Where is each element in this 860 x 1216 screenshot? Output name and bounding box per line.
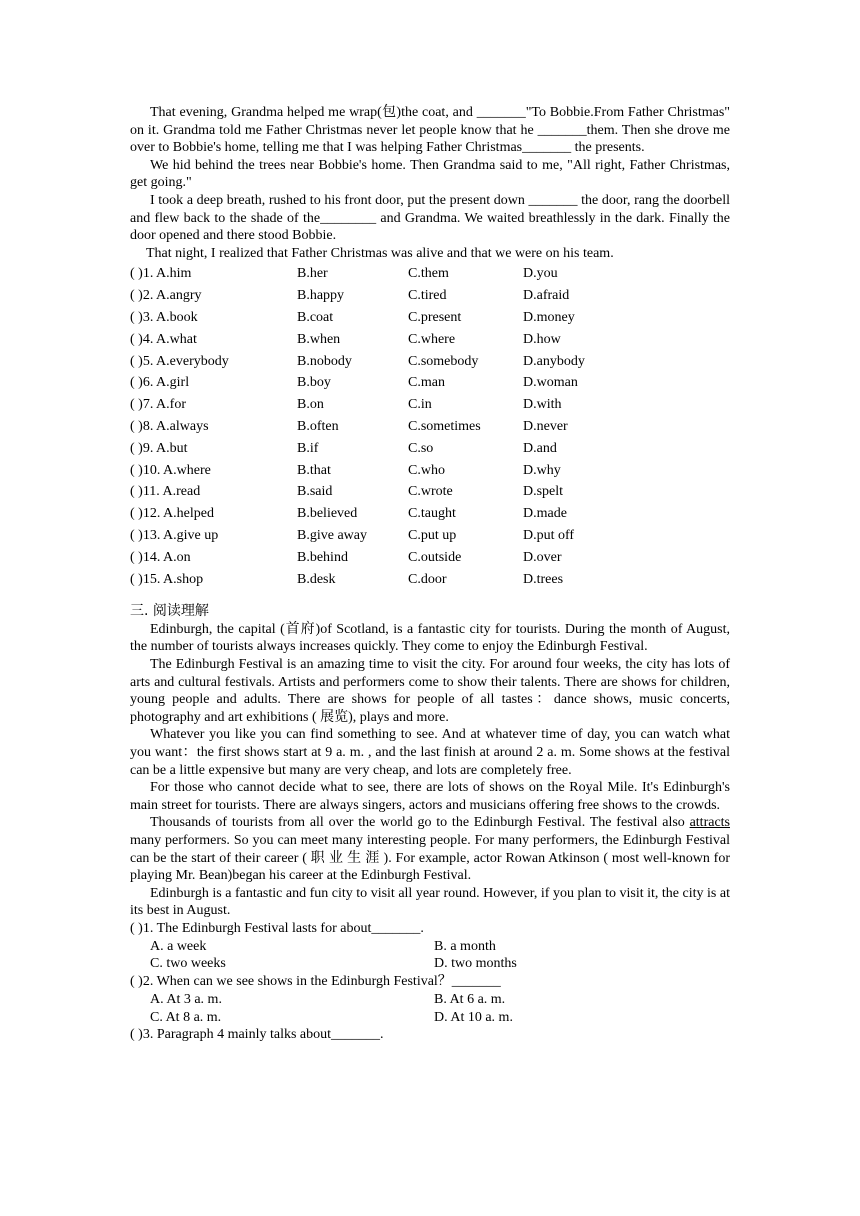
question-number: ( )12. A.helped bbox=[130, 506, 214, 522]
option-c: C.man bbox=[408, 375, 445, 391]
option-row bbox=[130, 372, 730, 394]
option-d: D.made bbox=[523, 506, 567, 522]
option-b: B.that bbox=[297, 462, 331, 478]
question-2 bbox=[130, 973, 730, 1026]
question-number: ( )13. A.give up bbox=[130, 527, 219, 543]
question-number: ( )2. A.angry bbox=[130, 288, 202, 304]
option-row bbox=[130, 285, 730, 307]
reading-paragraph-1: Edinburgh, the capital (首府)of Scotland, is a fantastic city for tourists. During the month of August, the number of tourists always increases quickly. They come to enjoy the Edinburgh Festival. bbox=[130, 621, 730, 655]
option-b: B.nobody bbox=[297, 353, 352, 369]
option-b: B.when bbox=[297, 331, 341, 347]
option-c: C.them bbox=[408, 266, 449, 282]
option-c: C.sometimes bbox=[408, 418, 481, 434]
question-number: ( )6. A.girl bbox=[130, 375, 190, 391]
question-stem: ( )3. Paragraph 4 mainly talks about_______. bbox=[130, 1027, 384, 1043]
section-heading bbox=[130, 603, 730, 621]
option-row bbox=[130, 525, 730, 547]
choice-row bbox=[130, 938, 730, 956]
reading-paragraph-2: The Edinburgh Festival is an amazing time to visit the city. For around four weeks, the city has lots of arts and cultural festivals. Artists and performers come to show their talents. There are shows for children, young people and adults. There are shows for people of all tastes：dance shows, music concerts, photography and art exhibitions ( 展览), plays and more. bbox=[130, 657, 730, 725]
option-b: B.often bbox=[297, 418, 339, 434]
choice-a: A. a week bbox=[150, 938, 207, 954]
option-row bbox=[130, 307, 730, 329]
option-b: B.give away bbox=[297, 527, 367, 543]
choice-b: B. a month bbox=[434, 938, 496, 954]
option-d: D.never bbox=[523, 418, 568, 434]
option-row bbox=[130, 351, 730, 373]
section-number: 三. bbox=[130, 603, 149, 620]
answer-blank: _______ bbox=[537, 122, 587, 138]
option-d: D.money bbox=[523, 309, 575, 325]
choice-c: C. two weeks bbox=[150, 956, 226, 972]
option-d: D.with bbox=[523, 397, 562, 413]
choice-d: D. At 10 a. m. bbox=[434, 1009, 513, 1025]
question-number: ( )15. A.shop bbox=[130, 571, 204, 587]
option-row bbox=[130, 329, 730, 351]
text: the presents. bbox=[571, 140, 645, 156]
option-c: C.in bbox=[408, 397, 432, 413]
option-b: B.on bbox=[297, 397, 324, 413]
question-number: ( )8. A.always bbox=[130, 418, 209, 434]
option-b: B.happy bbox=[297, 288, 345, 304]
text: and Grandma. We waited breathlessly in the dark. Finally the door opened and there stood Bobbie. bbox=[130, 210, 731, 244]
cloze-paragraph-3 bbox=[130, 192, 730, 245]
option-b: B.desk bbox=[297, 571, 336, 587]
option-row bbox=[130, 438, 730, 460]
option-c: C.who bbox=[408, 462, 445, 478]
cloze-paragraph-1 bbox=[130, 104, 730, 157]
question-number: ( )9. A.but bbox=[130, 440, 188, 456]
choice-d: D. two months bbox=[434, 956, 517, 972]
option-c: C.outside bbox=[408, 549, 462, 565]
option-d: D.why bbox=[523, 462, 561, 478]
choice-c: C. At 8 a. m. bbox=[150, 1009, 222, 1025]
text: the door, rang the doorbell and flew back to the shade of the bbox=[130, 192, 731, 226]
cloze-options-list bbox=[130, 263, 730, 590]
text: them. Then she drove me over to Bobbie's home, telling me that I was helping Father Christmas bbox=[130, 122, 730, 156]
option-d: D.put off bbox=[523, 527, 575, 543]
choice-row bbox=[130, 955, 730, 973]
answer-blank: ________ bbox=[320, 210, 377, 226]
option-b: B.said bbox=[297, 484, 333, 500]
option-b: B.boy bbox=[297, 375, 331, 391]
question-1 bbox=[130, 920, 730, 973]
option-b: B.if bbox=[297, 440, 319, 456]
question-number: ( )14. A.on bbox=[130, 549, 191, 565]
text: That evening, Grandma helped me wrap(包)the coat, and bbox=[150, 105, 477, 120]
choice-b: B. At 6 a. m. bbox=[434, 991, 506, 1007]
option-d: D.how bbox=[523, 331, 561, 347]
option-row bbox=[130, 460, 730, 482]
choice-row bbox=[130, 1009, 730, 1027]
option-c: C.taught bbox=[408, 506, 456, 522]
option-d: D.over bbox=[523, 549, 562, 565]
question-number: ( )5. A.everybody bbox=[130, 353, 229, 369]
option-b: B.believed bbox=[297, 506, 358, 522]
option-row bbox=[130, 503, 730, 525]
option-c: C.present bbox=[408, 309, 462, 325]
cloze-paragraph-4: That night, I realized that Father Christmas was alive and that we were on his team. bbox=[146, 245, 614, 261]
option-d: D.you bbox=[523, 266, 558, 282]
option-c: C.where bbox=[408, 331, 456, 347]
option-b: B.her bbox=[297, 266, 328, 282]
option-d: D.trees bbox=[523, 571, 564, 587]
option-d: D.woman bbox=[523, 375, 578, 391]
text: "To Bobbie.From Father Christmas" on it. Grandma told me Father Christmas never let people know that he bbox=[130, 105, 730, 138]
option-d: D.and bbox=[523, 440, 557, 456]
text: I took a deep breath, rushed to his front door, put the present down bbox=[150, 192, 529, 208]
option-b: B.behind bbox=[297, 549, 348, 565]
answer-blank: _______ bbox=[522, 140, 572, 156]
answer-blank: _______ bbox=[476, 105, 526, 120]
option-d: D.anybody bbox=[523, 353, 585, 369]
document-page bbox=[130, 104, 730, 1044]
reading-paragraph-6: Edinburgh is a fantastic and fun city to visit all year round. However, if you plan to visit it, the city is at its best in August. bbox=[130, 885, 730, 919]
option-b: B.coat bbox=[297, 309, 334, 325]
question-number: ( )1. A.him bbox=[130, 266, 192, 282]
reading-paragraph-4: For those who cannot decide what to see, there are lots of shows on the Royal Mile. It's Edinburgh's main street for tourists. There are always singers, actors and musicians offering free shows to the crowds. bbox=[130, 780, 730, 813]
question-stem: ( )2. When can we see shows in the Edinburgh Festival？_______ bbox=[130, 974, 501, 990]
option-c: C.tired bbox=[408, 288, 447, 304]
cloze-paragraph-2: We hid behind the trees near Bobbie's home. Then Grandma said to me, "All right, Father Christmas, get going." bbox=[130, 157, 730, 191]
reading-paragraph-5 bbox=[130, 814, 730, 884]
question-number: ( )10. A.where bbox=[130, 462, 211, 478]
question-number: ( )7. A.for bbox=[130, 397, 186, 413]
option-c: C.wrote bbox=[408, 484, 453, 500]
option-row bbox=[130, 416, 730, 438]
question-number: ( )4. A.what bbox=[130, 331, 197, 347]
choice-a: A. At 3 a. m. bbox=[150, 991, 222, 1007]
question-stem: ( )1. The Edinburgh Festival lasts for about_______. bbox=[130, 920, 424, 936]
option-row bbox=[130, 481, 730, 503]
option-row bbox=[130, 547, 730, 569]
option-c: C.somebody bbox=[408, 353, 479, 369]
option-row bbox=[130, 263, 730, 285]
choice-row bbox=[130, 991, 730, 1009]
text: Thousands of tourists from all over the world go to the Edinburgh Festival. The festival also bbox=[150, 815, 690, 831]
text: many performers. So you can meet many interesting people. For many performers, the Edinburgh Festival can be the start of their career ( 职 业 生 涯 ). For example, actor Rowan Atkinson ( most well-known for playing Mr. Bean)began his career at the Edinburgh Festival. bbox=[130, 833, 730, 884]
answer-blank: _______ bbox=[528, 192, 578, 208]
question-3 bbox=[130, 1026, 730, 1044]
option-d: D.spelt bbox=[523, 484, 564, 500]
reading-paragraph-3: Whatever you like you can find something to see. And at whatever time of day, you can watch what you want：the first shows start at 9 a. m. , and the last finish at around 2 a. m. Some shows at the festival can be a little expensive but many are very cheap, and lots are completely free. bbox=[130, 727, 730, 778]
option-c: C.so bbox=[408, 440, 434, 456]
option-row bbox=[130, 394, 730, 416]
option-c: C.put up bbox=[408, 527, 457, 543]
underlined-word: attracts bbox=[689, 815, 730, 831]
section-label: 阅读理解 bbox=[148, 603, 209, 620]
question-number: ( )3. A.book bbox=[130, 309, 198, 325]
option-row bbox=[130, 569, 730, 591]
question-number: ( )11. A.read bbox=[130, 484, 201, 500]
option-c: C.door bbox=[408, 571, 447, 587]
option-d: D.afraid bbox=[523, 288, 570, 304]
